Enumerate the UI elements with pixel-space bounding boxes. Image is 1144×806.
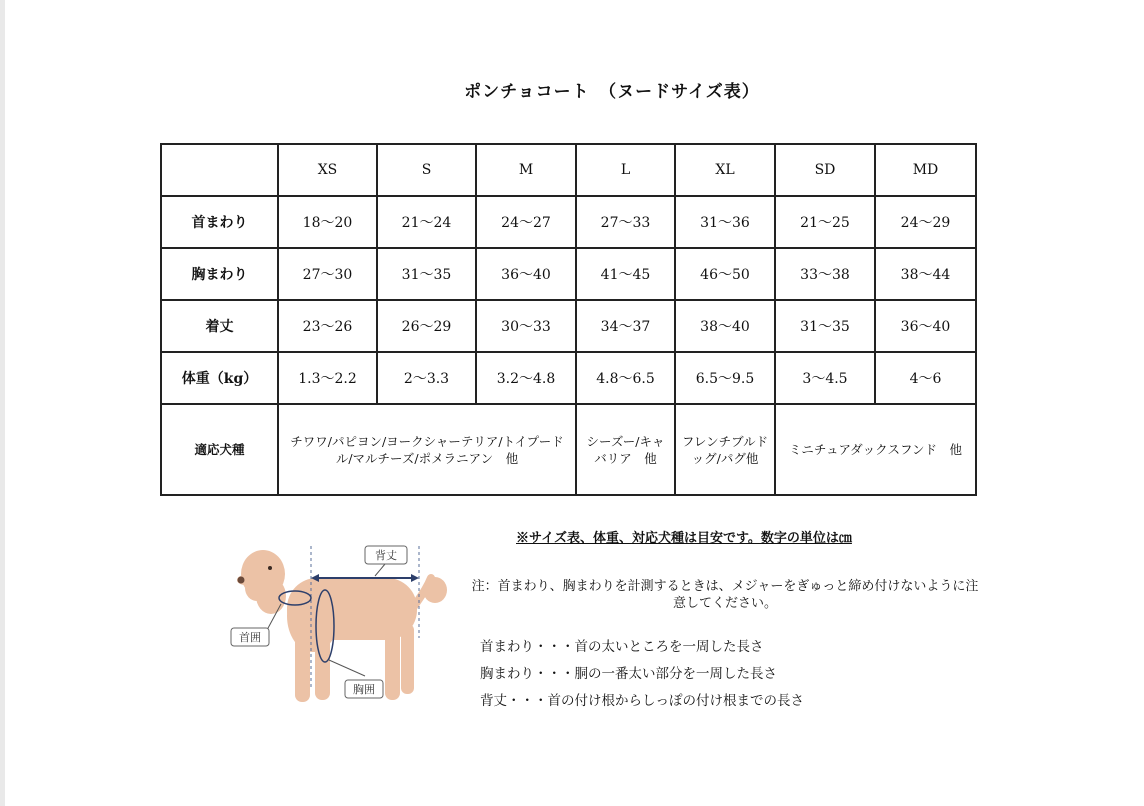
chest-description: 胸まわり・・・胴の一番太い部分を一周した長さ (480, 666, 777, 682)
table-cell: 1.3〜2.2 (278, 352, 377, 404)
table-cell: 46〜50 (675, 248, 775, 300)
table-cell: 24〜29 (875, 196, 976, 248)
row-label-neck: 首まわり (161, 196, 278, 248)
table-cell: 33〜38 (775, 248, 875, 300)
table-cell: 3.2〜4.8 (476, 352, 576, 404)
neck-girth-label: 首囲 (239, 631, 261, 644)
table-cell: 23〜26 (278, 300, 377, 352)
table-cell: 38〜40 (675, 300, 775, 352)
neck-row (161, 196, 976, 248)
chest-girth-label: 胸囲 (353, 683, 375, 696)
back-length-label: 背丈 (375, 549, 397, 562)
size-header-sd: SD (775, 144, 875, 196)
breed-text-xs-m: チワワ/パピヨン/ヨークシャーテリア/トイプードル/マルチーズ/ポメラニアン 他 (290, 433, 564, 466)
table-cell: 2〜3.3 (377, 352, 476, 404)
breed-cell-xl (675, 404, 775, 495)
table-cell: 21〜24 (377, 196, 476, 248)
table-cell: 31〜36 (675, 196, 775, 248)
measure-note: 注：首まわり、胸まわりを計測するときは、メジャーをぎゅっと締め付けないように注意してください。 (471, 579, 979, 611)
table-cell: 26〜29 (377, 300, 476, 352)
table-cell: 27〜30 (278, 248, 377, 300)
dog-measurement-illustration (225, 538, 465, 710)
table-cell: 38〜44 (875, 248, 976, 300)
table-cell: 36〜40 (476, 248, 576, 300)
corner-cell (161, 144, 278, 196)
table-cell: 30〜33 (476, 300, 576, 352)
back-description: 背丈・・・首の付け根からしっぽの付け根までの長さ (480, 693, 804, 709)
table-cell: 6.5〜9.5 (675, 352, 775, 404)
breed-text-xl: フレンチブルドッグ/パグ他 (681, 433, 769, 466)
breed-text-l: シーズー/キャバリア 他 (586, 433, 665, 466)
neck-description: 首まわり・・・首の太いところを一周した長さ (480, 639, 764, 655)
table-cell: 3〜4.5 (775, 352, 875, 404)
length-row (161, 300, 976, 352)
breed-cell-xs-m (278, 404, 576, 495)
size-header-xs: XS (278, 144, 377, 196)
table-cell: 21〜25 (775, 196, 875, 248)
size-header-m: M (476, 144, 576, 196)
size-note: ※サイズ表、体重、対応犬種は目安です。数字の単位は㎝ (516, 531, 852, 546)
row-label-weight: 体重（kg） (161, 352, 278, 404)
weight-row (161, 352, 976, 404)
breed-row (161, 404, 976, 495)
chest-row (161, 248, 976, 300)
size-header-xl: XL (675, 144, 775, 196)
breed-text-sd-md: ミニチュアダックスフンド 他 (788, 442, 963, 457)
table-cell: 31〜35 (377, 248, 476, 300)
table-cell: 18〜20 (278, 196, 377, 248)
table-cell: 34〜37 (576, 300, 675, 352)
table-cell: 36〜40 (875, 300, 976, 352)
breed-cell-l (576, 404, 675, 495)
table-cell: 4.8〜6.5 (576, 352, 675, 404)
dog-body (237, 550, 447, 702)
page-title: ポンチョコート （ヌードサイズ表） (464, 82, 760, 102)
row-label-length: 着丈 (161, 300, 278, 352)
table-cell: 27〜33 (576, 196, 675, 248)
table-cell: 31〜35 (775, 300, 875, 352)
row-label-chest: 胸まわり (161, 248, 278, 300)
table-cell: 24〜27 (476, 196, 576, 248)
size-header-md: MD (875, 144, 976, 196)
dog-eye-icon (268, 566, 272, 570)
size-header-l: L (576, 144, 675, 196)
table-cell: 4〜6 (875, 352, 976, 404)
row-label-breed: 適応犬種 (161, 404, 278, 495)
page-edge (0, 0, 5, 806)
size-header-row (161, 144, 976, 196)
size-table (160, 143, 977, 496)
table-cell: 41〜45 (576, 248, 675, 300)
breed-cell-sd-md (775, 404, 976, 495)
size-header-s: S (377, 144, 476, 196)
